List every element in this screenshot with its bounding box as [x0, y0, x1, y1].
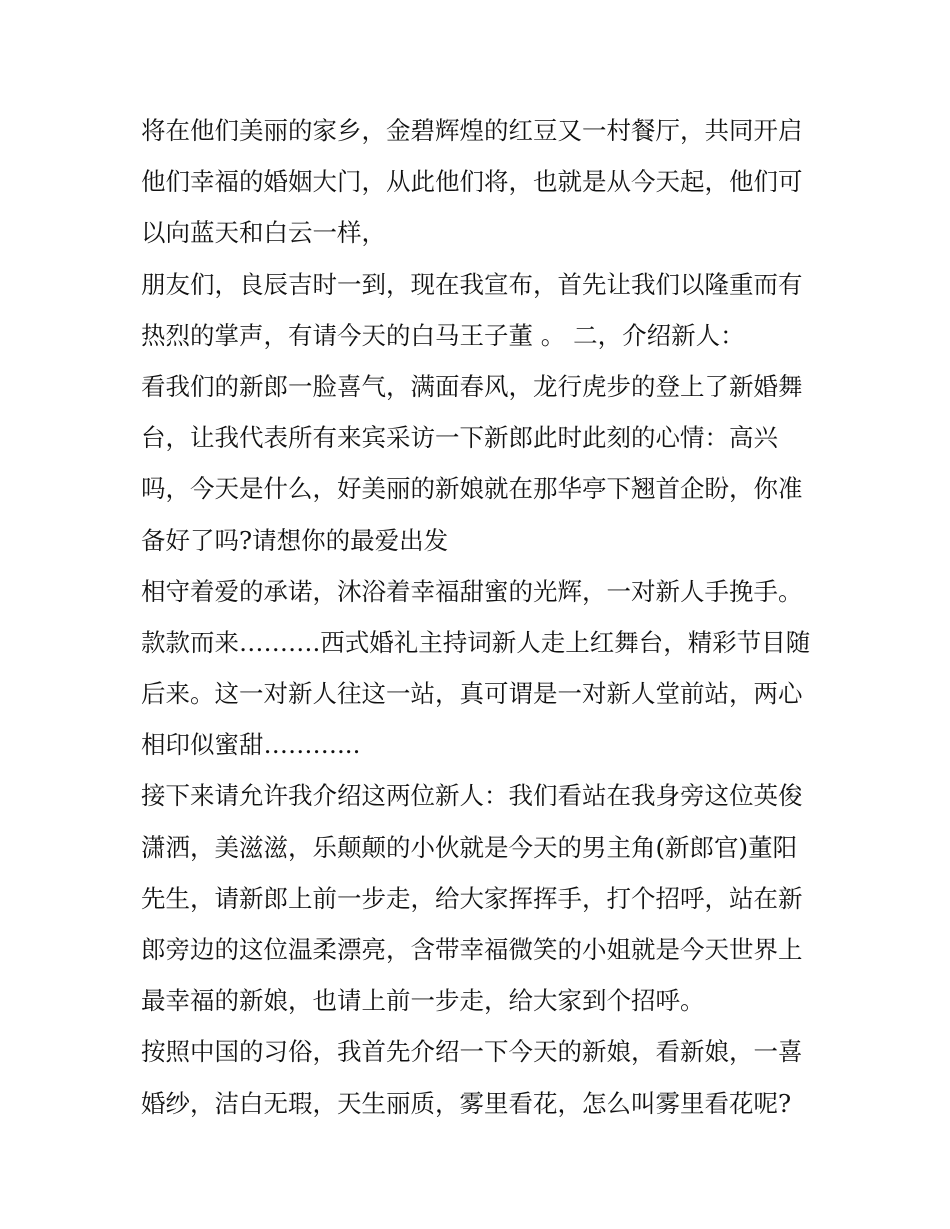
text-line: 婚纱，洁白无瑕，天生丽质，雾里看花，怎么叫雾里看花呢?: [141, 1088, 792, 1118]
document-body: [141, 105, 821, 1129]
paragraph-5: [141, 770, 821, 1026]
text-line: 吗，今天是什么，好美丽的新娘就在那华亭下翘首企盼，你准: [141, 474, 803, 504]
text-line: 先生，请新郎上前一步走，给大家挥挥手，打个招呼，站在新: [141, 883, 803, 913]
text-line: 台，让我代表所有来宾采访一下新郎此时此刻的心情：高兴: [141, 423, 778, 453]
text-line: 最幸福的新娘，也请上前一步走，给大家到个招呼。: [141, 986, 705, 1016]
text-line: 相印似蜜甜………...: [141, 730, 361, 760]
text-line: 热烈的掌声，有请今天的白马王子董 。 二，介绍新人：: [141, 320, 745, 350]
text-line: 朋友们，良辰吉时一到，现在我宣布，首先让我们以隆重而有: [141, 269, 803, 299]
text-line: 潇洒，美滋滋，乐颠颠的小伙就是今天的男主角(新郎官)董阳: [141, 832, 798, 862]
text-line: 款款而来……….西式婚礼主持词新人走上红舞台，精彩节目随: [141, 627, 811, 657]
text-line: 按照中国的习俗，我首先介绍一下今天的新娘，看新娘，一喜: [141, 1037, 803, 1067]
text-line: 后来。这一对新人往这一站，真可谓是一对新人堂前站，两心: [141, 679, 803, 709]
text-line: 将在他们美丽的家乡，金碧辉煌的红豆又一村餐厅，共同开启: [141, 116, 803, 145]
paragraph-4: [141, 566, 821, 771]
text-line: 以向蓝天和白云一样，: [141, 218, 386, 248]
text-line: 相守着爱的承诺，沐浴着幸福甜蜜的光辉，一对新人手挽手。: [141, 576, 803, 606]
paragraph-1: [141, 105, 821, 259]
text-line: 看我们的新郎一脸喜气，满面春风，龙行虎步的登上了新婚舞: [141, 371, 803, 401]
paragraph-2: [141, 259, 821, 361]
text-line: 他们幸福的婚姻大门，从此他们将，也就是从今天起，他们可: [141, 167, 803, 197]
text-line: 郎旁边的这位温柔漂亮，含带幸福微笑的小姐就是今天世界上: [141, 935, 803, 964]
paragraph-3: [141, 361, 821, 566]
text-line: 接下来请允许我介绍这两位新人：我们看站在我身旁这位英俊: [141, 781, 803, 811]
text-line: 备好了吗?请想你的最爱出发: [141, 525, 449, 555]
paragraph-6: [141, 1026, 821, 1128]
